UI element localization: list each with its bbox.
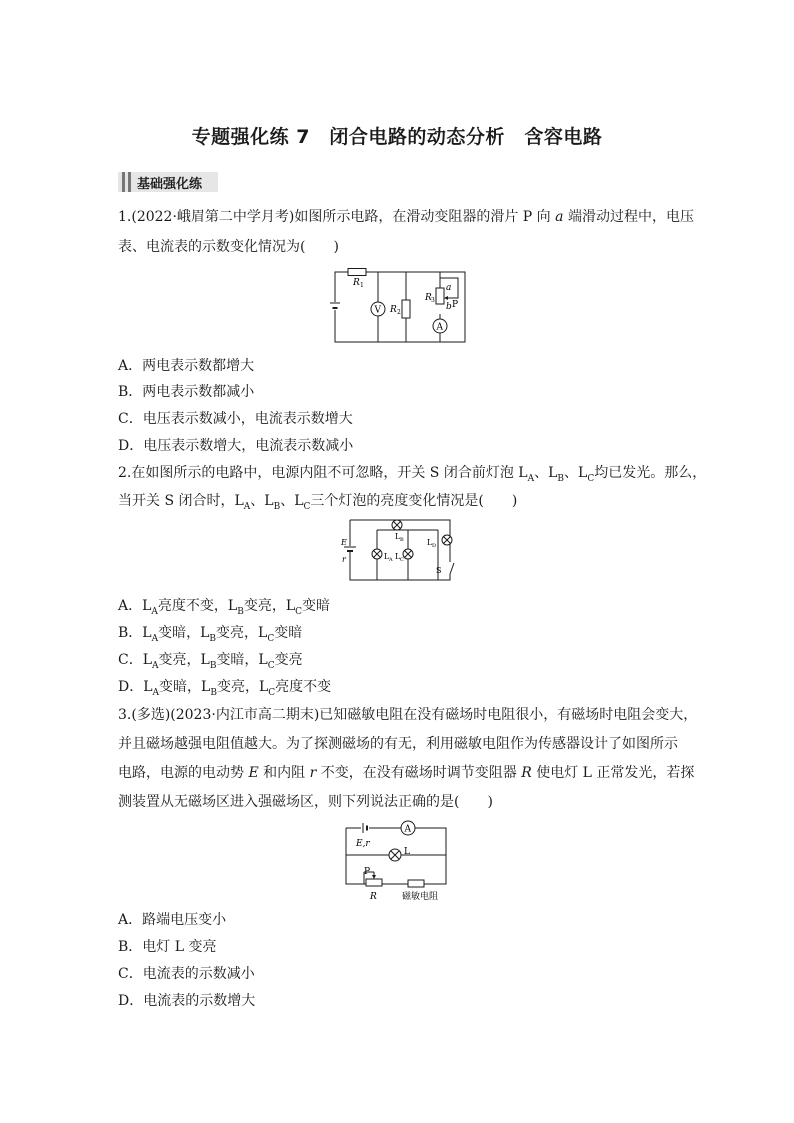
- magnetoresistor-label: 磁敏电阻: [402, 892, 439, 902]
- la-sub: A: [389, 557, 393, 563]
- q3-circuit-figure: [344, 820, 459, 902]
- q2-circuit-figure: [340, 518, 460, 584]
- q2-option-a: A．$L_A$亮度不变，$L_B$变亮，$L_C$变暗: [118, 598, 331, 617]
- q3-line2: 并且磁场越强电阻值越大。为了探测磁场的有无，利用磁敏电阻作为传感器设计了如图所示: [118, 736, 678, 752]
- section-label: 基础强化练: [137, 176, 203, 192]
- q1-option-d: D．电压表示数增大，电流表示数减小: [118, 438, 354, 454]
- label-p: P: [452, 300, 459, 310]
- q1-line2: 表、电流表的示数变化情况为( ): [118, 239, 339, 255]
- q1-circuit-figure: [330, 268, 470, 346]
- ammeter-label: A: [436, 322, 443, 333]
- ammeter-label: A: [404, 824, 411, 835]
- tag-bar: [128, 172, 131, 192]
- la-label: L: [384, 552, 390, 561]
- q1-option-c: C．电压表示数减小，电流表示数增大: [118, 411, 353, 427]
- q3-option-c: C．电流表的示数减小: [118, 966, 255, 982]
- lamp-b-icon: [392, 520, 402, 530]
- label-r: r: [342, 555, 346, 564]
- q1-option-a: A．两电表示数都增大: [118, 358, 255, 374]
- r1-resistor: [348, 269, 366, 276]
- q3-option-b: B．电灯 L 变亮: [118, 939, 217, 955]
- q3-option-a: A．路端电压变小: [118, 912, 227, 928]
- label-er: E,r: [356, 839, 370, 849]
- q2-line2: 当开关 S 闭合时，$L_A$、$L_B$、$L_C$三个灯泡的亮度变化情况是( ): [118, 493, 518, 512]
- q2-option-d: D．$L_A$变暗，$L_B$变亮，$L_C$亮度不变: [118, 679, 332, 698]
- label-a: a: [446, 283, 452, 293]
- lc-label: L: [395, 552, 401, 561]
- lamp-d-icon: [442, 535, 452, 545]
- lamp-a-icon: [372, 549, 382, 559]
- r2-resistor: [402, 300, 410, 318]
- rheostat-r: [366, 879, 382, 886]
- r3-label: R: [425, 293, 432, 303]
- label-r: R: [370, 892, 377, 902]
- ld-sub: D: [432, 543, 437, 549]
- q1-line1: 1.(2022·峨眉第二中学月考)如图所示电路，在滑动变阻器的滑片 P 向 a 端滑动过程中，电压: [118, 209, 694, 225]
- q2-line1: 2.在如图所示的电路中，电源内阻不可忽略，开关 S 闭合前灯泡 $L_A$、$L_B$、$L_C$均已发光。那么，: [118, 465, 707, 484]
- q3-line4: 测装置从无磁场区进入强磁场区，则下列说法正确的是( ): [118, 794, 493, 810]
- lamp-label: L: [404, 847, 410, 857]
- lc-sub: C: [400, 557, 404, 563]
- lamp-c-icon: [403, 549, 413, 559]
- tag-bar: [122, 172, 125, 192]
- q2-option-b: B．$L_A$变暗，$L_B$变亮，$L_C$变暗: [118, 625, 303, 644]
- r3-sub: 3: [431, 297, 435, 304]
- r1-sub: 1: [360, 282, 364, 289]
- q3-line1: 3.(多选)(2023·内江市高二期末)已知磁敏电阻在没有磁场时电阻很小，有磁场时电阻会变大，: [118, 707, 698, 723]
- page-title: 专题强化练 7 闭合电路的动态分析 含容电路: [191, 126, 603, 148]
- r2-label: R: [390, 305, 397, 315]
- q2-option-c: C．$L_A$变亮，$L_B$变暗，$L_C$变亮: [118, 652, 303, 671]
- switch-label: S: [436, 566, 442, 575]
- section-tag: [118, 172, 218, 192]
- lb-label: L: [395, 532, 401, 541]
- lb-sub: B: [400, 537, 404, 543]
- ld-label: L: [427, 538, 433, 547]
- magnetoresistor: [408, 880, 424, 887]
- q3-line3: 电路，电源的电动势 E 和内阻 r 不变，在没有磁场时调节变阻器 R 使电灯 L 正常发光，若探: [118, 765, 695, 781]
- r1-label: R: [353, 278, 360, 288]
- r3-rheostat: [436, 288, 444, 304]
- r2-sub: 2: [397, 309, 401, 316]
- voltmeter-label: V: [374, 305, 381, 316]
- label-b: b: [446, 302, 452, 312]
- lamp-l-icon: [389, 849, 401, 861]
- q3-option-d: D．电流表的示数增大: [118, 993, 256, 1009]
- q1-option-b: B．两电表示数都减小: [118, 384, 255, 400]
- label-p: P: [364, 867, 371, 877]
- label-e: E: [341, 538, 347, 547]
